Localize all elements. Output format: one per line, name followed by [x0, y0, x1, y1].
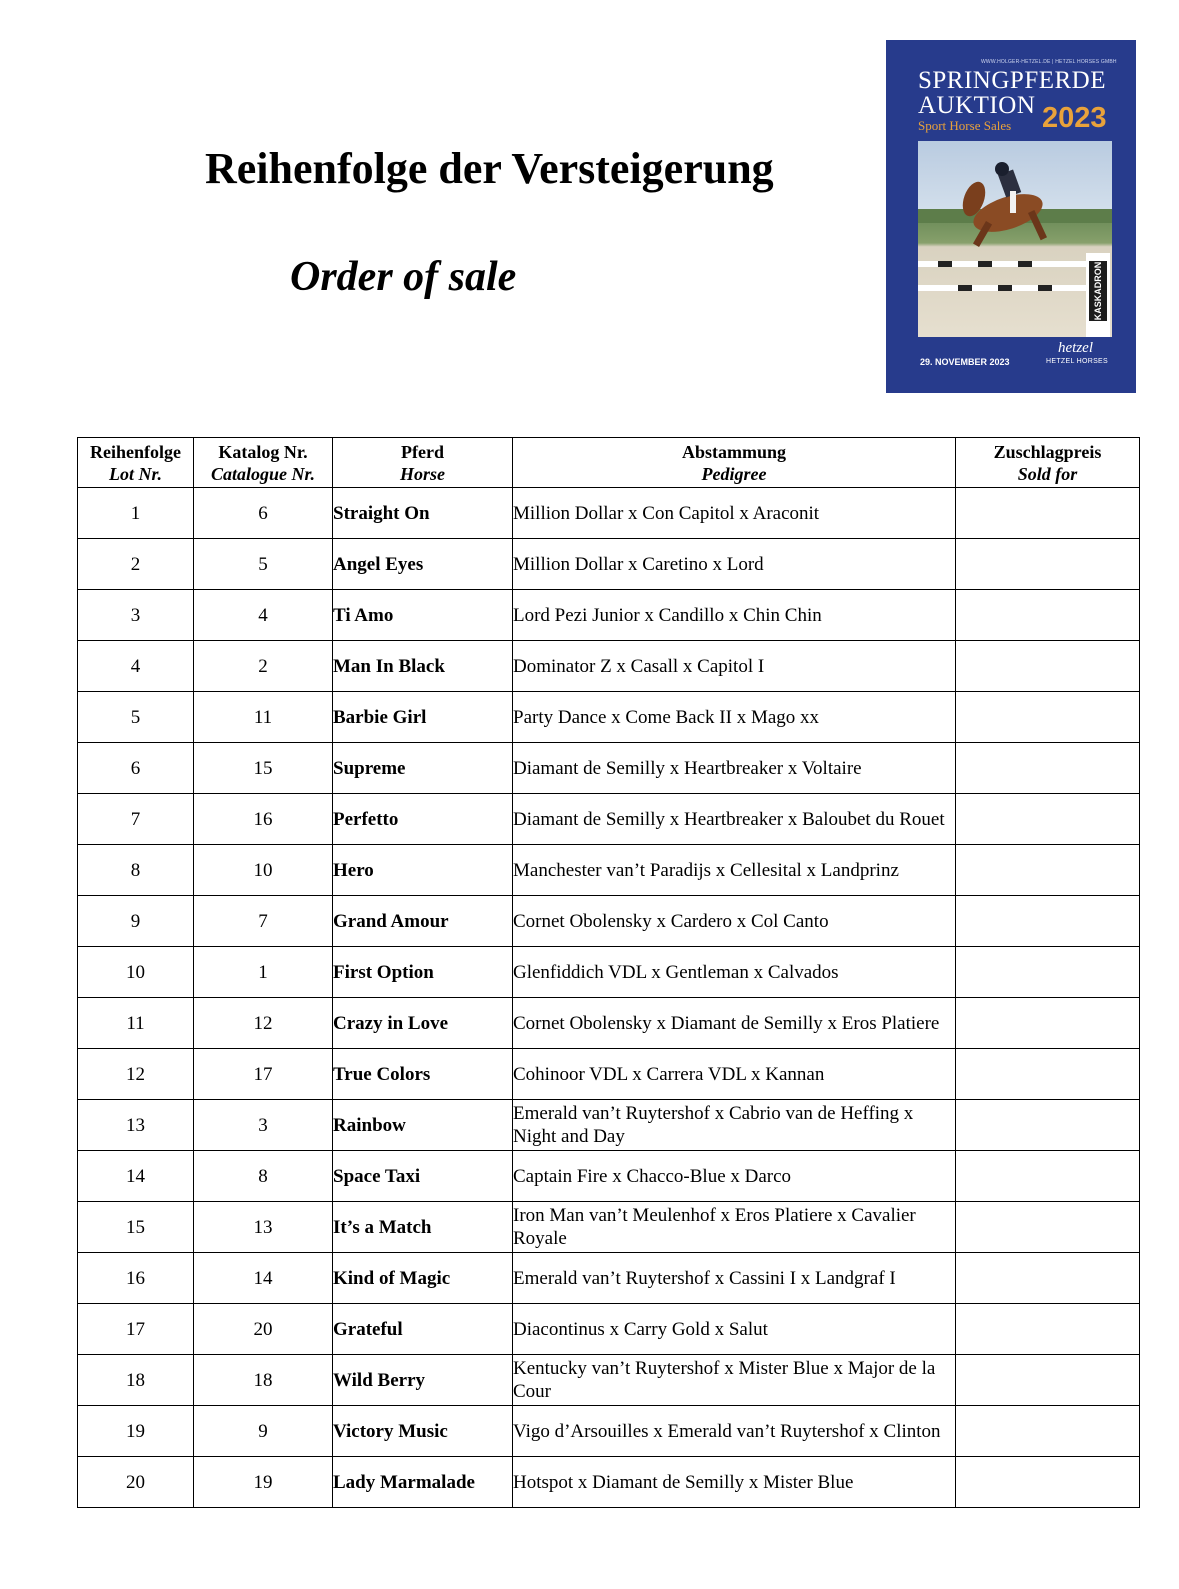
table-row	[78, 1406, 1140, 1457]
header-catalogue: Katalog Nr. Catalogue Nr.	[194, 438, 333, 488]
horse-cell: Man In Black	[333, 641, 513, 692]
pedigree-cell: Million Dollar x Caretino x Lord	[513, 539, 956, 590]
horse-cell: Angel Eyes	[333, 539, 513, 590]
lot-cell: 11	[78, 998, 194, 1049]
cover-show-jumping-photo	[918, 141, 1112, 337]
horse-cell: Wild Berry	[333, 1355, 513, 1406]
horse-cell: Perfetto	[333, 794, 513, 845]
pedigree-cell: Cornet Obolensky x Cardero x Col Canto	[513, 896, 956, 947]
sold-for-cell	[956, 1049, 1140, 1100]
cover-auction-date: 29. NOVEMBER 2023	[920, 357, 1010, 367]
lot-cell: 19	[78, 1406, 194, 1457]
lot-cell: 14	[78, 1151, 194, 1202]
catalogue-cell: 17	[194, 1049, 333, 1100]
catalogue-cell: 5	[194, 539, 333, 590]
table-row	[78, 590, 1140, 641]
catalogue-cell: 18	[194, 1355, 333, 1406]
table-row	[78, 1355, 1140, 1406]
horse-cell: True Colors	[333, 1049, 513, 1100]
lot-cell: 8	[78, 845, 194, 896]
pedigree-cell: Million Dollar x Con Capitol x Araconit	[513, 488, 956, 539]
catalogue-cell: 15	[194, 743, 333, 794]
catalogue-cell: 16	[194, 794, 333, 845]
cover-title-line2: AUKTION	[918, 92, 1036, 119]
cover-signature: hetzel	[1058, 340, 1093, 356]
header-horse: Pferd Horse	[333, 438, 513, 488]
sold-for-cell	[956, 641, 1140, 692]
cover-website-line: WWW.HOLGER-HETZEL.DE | HETZEL HORSES GMBH	[981, 59, 1117, 65]
pedigree-cell: Dominator Z x Casall x Capitol I	[513, 641, 956, 692]
lot-cell: 9	[78, 896, 194, 947]
lot-cell: 13	[78, 1100, 194, 1151]
table-body	[78, 488, 1140, 1508]
catalogue-cell: 7	[194, 896, 333, 947]
horse-cell: Straight On	[333, 488, 513, 539]
horse-cell: Grand Amour	[333, 896, 513, 947]
horse-cell: Hero	[333, 845, 513, 896]
lot-cell: 4	[78, 641, 194, 692]
catalogue-cell: 12	[194, 998, 333, 1049]
horse-cell: Space Taxi	[333, 1151, 513, 1202]
lot-cell: 7	[78, 794, 194, 845]
pedigree-cell: Emerald van’t Ruytershof x Cassini I x Landgraf I	[513, 1253, 956, 1304]
sold-for-cell	[956, 1355, 1140, 1406]
pedigree-cell: Diamant de Semilly x Heartbreaker x Voltaire	[513, 743, 956, 794]
sold-for-cell	[956, 1202, 1140, 1253]
sold-for-cell	[956, 743, 1140, 794]
table-row	[78, 1151, 1140, 1202]
header-pedigree: Abstammung Pedigree	[513, 438, 956, 488]
lot-cell: 6	[78, 743, 194, 794]
horse-cell: First Option	[333, 947, 513, 998]
sold-for-cell	[956, 896, 1140, 947]
table-row	[78, 1100, 1140, 1151]
catalogue-cell: 10	[194, 845, 333, 896]
lot-cell: 10	[78, 947, 194, 998]
pedigree-cell: Cohinoor VDL x Carrera VDL x Kannan	[513, 1049, 956, 1100]
horse-cell: Crazy in Love	[333, 998, 513, 1049]
catalogue-cell: 6	[194, 488, 333, 539]
table-row	[78, 1049, 1140, 1100]
table-row	[78, 794, 1140, 845]
sold-for-cell	[956, 845, 1140, 896]
table-row	[78, 743, 1140, 794]
catalogue-cell: 1	[194, 947, 333, 998]
cover-year: 2023	[1042, 102, 1107, 134]
sold-for-cell	[956, 590, 1140, 641]
sold-for-cell	[956, 794, 1140, 845]
table-row	[78, 1202, 1140, 1253]
horse-cell: Rainbow	[333, 1100, 513, 1151]
pedigree-cell: Diamant de Semilly x Heartbreaker x Baloubet du Rouet	[513, 794, 956, 845]
catalogue-cell: 14	[194, 1253, 333, 1304]
table-row	[78, 998, 1140, 1049]
pedigree-cell: Hotspot x Diamant de Semilly x Mister Blue	[513, 1457, 956, 1508]
sold-for-cell	[956, 947, 1140, 998]
catalogue-cell: 20	[194, 1304, 333, 1355]
pedigree-cell: Emerald van’t Ruytershof x Cabrio van de Heffing x Night and Day	[513, 1100, 956, 1151]
pedigree-cell: Kentucky van’t Ruytershof x Mister Blue x Major de la Cour	[513, 1355, 956, 1406]
lot-cell: 12	[78, 1049, 194, 1100]
cover-title-line3: Sport Horse Sales	[918, 118, 1012, 133]
horse-cell: Supreme	[333, 743, 513, 794]
horse-cell: Victory Music	[333, 1406, 513, 1457]
sold-for-cell	[956, 1457, 1140, 1508]
catalogue-cell: 11	[194, 692, 333, 743]
lot-cell: 18	[78, 1355, 194, 1406]
horse-cell: Lady Marmalade	[333, 1457, 513, 1508]
lot-cell: 2	[78, 539, 194, 590]
lot-cell: 16	[78, 1253, 194, 1304]
table-row	[78, 1457, 1140, 1508]
order-of-sale-table	[77, 437, 1140, 1508]
pedigree-cell: Manchester van’t Paradijs x Cellesital x Landprinz	[513, 845, 956, 896]
catalogue-cell: 19	[194, 1457, 333, 1508]
header-sold-for: Zuschlagpreis Sold for	[956, 438, 1140, 488]
sold-for-cell	[956, 998, 1140, 1049]
sold-for-cell	[956, 692, 1140, 743]
catalogue-cell: 8	[194, 1151, 333, 1202]
horse-cell: Kind of Magic	[333, 1253, 513, 1304]
pedigree-cell: Diacontinus x Carry Gold x Salut	[513, 1304, 956, 1355]
page-title: Reihenfolge der Versteigerung	[205, 144, 774, 193]
table-row	[78, 845, 1140, 896]
pedigree-cell: Lord Pezi Junior x Candillo x Chin Chin	[513, 590, 956, 641]
sold-for-cell	[956, 1151, 1140, 1202]
horse-cell: Ti Amo	[333, 590, 513, 641]
catalogue-cover-image	[886, 40, 1136, 393]
horse-cell: It’s a Match	[333, 1202, 513, 1253]
cover-jump-sponsor: KASKADRON	[1093, 261, 1103, 321]
pedigree-cell: Glenfiddich VDL x Gentleman x Calvados	[513, 947, 956, 998]
table-row	[78, 896, 1140, 947]
cover-brand: HETZEL HORSES	[1046, 358, 1108, 365]
table-row	[78, 488, 1140, 539]
pedigree-cell: Vigo d’Arsouilles x Emerald van’t Ruytershof x Clinton	[513, 1406, 956, 1457]
horse-cell: Barbie Girl	[333, 692, 513, 743]
page-subtitle: Order of sale	[290, 254, 517, 300]
sold-for-cell	[956, 1100, 1140, 1151]
table-header-row	[78, 438, 1140, 488]
table-row	[78, 539, 1140, 590]
catalogue-cell: 2	[194, 641, 333, 692]
table-row	[78, 1253, 1140, 1304]
lot-cell: 17	[78, 1304, 194, 1355]
lot-cell: 5	[78, 692, 194, 743]
table-row	[78, 1304, 1140, 1355]
lot-cell: 3	[78, 590, 194, 641]
sold-for-cell	[956, 1253, 1140, 1304]
lot-cell: 1	[78, 488, 194, 539]
lot-cell: 20	[78, 1457, 194, 1508]
cover-title-line1: SPRINGPFERDE	[918, 67, 1106, 94]
catalogue-cell: 4	[194, 590, 333, 641]
header-lot: Reihenfolge Lot Nr.	[78, 438, 194, 488]
sold-for-cell	[956, 1304, 1140, 1355]
pedigree-cell: Party Dance x Come Back II x Mago xx	[513, 692, 956, 743]
catalogue-cell: 9	[194, 1406, 333, 1457]
catalogue-cell: 13	[194, 1202, 333, 1253]
catalogue-cell: 3	[194, 1100, 333, 1151]
pedigree-cell: Iron Man van’t Meulenhof x Eros Platiere x Cavalier Royale	[513, 1202, 956, 1253]
table-row	[78, 641, 1140, 692]
sold-for-cell	[956, 1406, 1140, 1457]
pedigree-cell: Captain Fire x Chacco-Blue x Darco	[513, 1151, 956, 1202]
lot-cell: 15	[78, 1202, 194, 1253]
sold-for-cell	[956, 539, 1140, 590]
table-row	[78, 692, 1140, 743]
horse-cell: Grateful	[333, 1304, 513, 1355]
sold-for-cell	[956, 488, 1140, 539]
table-row	[78, 947, 1140, 998]
pedigree-cell: Cornet Obolensky x Diamant de Semilly x Eros Platiere	[513, 998, 956, 1049]
